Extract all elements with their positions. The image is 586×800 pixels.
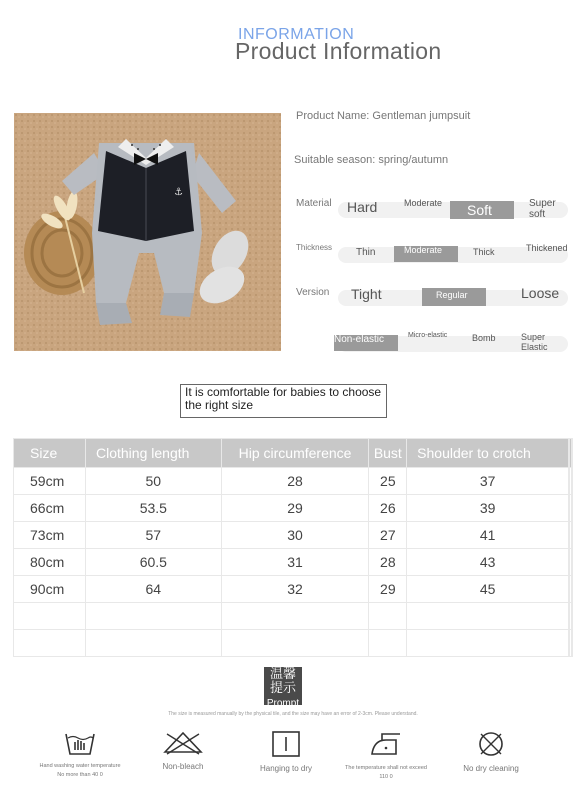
- table-row-empty: [14, 603, 573, 630]
- cell: 32: [221, 576, 369, 603]
- care-hand-wash: [37, 730, 123, 780]
- cell: 53.5: [86, 495, 222, 522]
- elasticity-option-micro-elastic: Micro-elastic: [408, 332, 448, 339]
- no-bleach-icon: [161, 730, 205, 756]
- thickness-option-thick: Thick: [473, 247, 495, 257]
- product-photo: [14, 113, 281, 351]
- suitable-season: Suitable season: spring/autumn: [294, 154, 449, 166]
- material-label: Material: [296, 198, 332, 209]
- cell: 30: [221, 522, 369, 549]
- header-clothing-length: Clothing length: [86, 439, 222, 468]
- header-bust: Bust: [369, 439, 407, 468]
- care-non-bleach: [140, 730, 226, 771]
- cell: 28: [221, 468, 369, 495]
- material-option-moderate: Moderate: [404, 198, 443, 208]
- cell: 41: [407, 522, 569, 549]
- elasticity-option-bomb: Bomb: [472, 333, 496, 343]
- care-label: The temperature shall not exceed 110 0: [345, 765, 427, 780]
- cell: 43: [407, 549, 569, 576]
- thickness-option-thin: Thin: [356, 247, 376, 258]
- cell-size: 80cm: [14, 549, 86, 576]
- cell: 50: [86, 468, 222, 495]
- care-label: Non-bleach: [162, 762, 204, 771]
- cell: 26: [369, 495, 407, 522]
- care-label: No dry cleaning: [463, 764, 519, 773]
- thickness-option-moderate: Moderate: [404, 245, 443, 255]
- size-table: [13, 438, 573, 657]
- care-label: Hand washing water temperature No more than 40 0: [39, 763, 121, 778]
- cell: 60.5: [86, 549, 222, 576]
- prompt-cn: 温馨 提示: [269, 666, 296, 695]
- size-table-header: [14, 439, 573, 468]
- material-option-soft: Soft: [467, 202, 492, 218]
- cell-size: 73cm: [14, 522, 86, 549]
- iron-icon: [368, 730, 404, 758]
- header-shoulder-to-crotch: Shoulder to crotch: [407, 439, 569, 468]
- care-label: Hanging to dry: [259, 764, 313, 773]
- elasticity-option-super-elastic: Super Elastic: [521, 332, 548, 352]
- care-hang-dry: [243, 730, 329, 773]
- table-row-empty: [14, 630, 573, 657]
- table-row: [14, 522, 573, 549]
- table-row: [14, 495, 573, 522]
- header-hip-circumference: Hip circumference: [221, 439, 369, 468]
- cell: 29: [221, 495, 369, 522]
- material-option-super-soft: Super soft: [529, 198, 556, 220]
- version-label: Version: [296, 287, 330, 298]
- hand-wash-icon: [63, 730, 97, 756]
- prompt-en: Prompt: [266, 698, 300, 709]
- version-option-regular: Regular: [436, 290, 468, 300]
- size-advice-note: It is comfortable for babies to choose the right size: [180, 384, 387, 418]
- cell: 37: [407, 468, 569, 495]
- version-option-tight: Tight: [351, 286, 382, 302]
- cell: 31: [221, 549, 369, 576]
- measurement-note: The size is measured manually by the physical tile, and the size may have an error of 2-3cm. Please understand.: [168, 711, 418, 717]
- thickness-label: Thickness: [296, 243, 333, 252]
- table-row: [14, 549, 573, 576]
- prompt-badge: [264, 666, 302, 709]
- cell: 64: [86, 576, 222, 603]
- version-option-loose: Loose: [521, 285, 560, 301]
- svg-text:⚓: ⚓: [174, 187, 183, 198]
- care-no-dry-clean: [448, 730, 534, 773]
- cell-size: 90cm: [14, 576, 86, 603]
- cell: 25: [369, 468, 407, 495]
- table-row: [14, 468, 573, 495]
- elasticity-option-non-elastic: Non-elastic: [334, 334, 385, 345]
- product-name: Product Name: Gentleman jumpsuit: [296, 110, 471, 122]
- cell: 45: [407, 576, 569, 603]
- cell-size: 66cm: [14, 495, 86, 522]
- no-dry-clean-icon: [476, 730, 506, 758]
- page-title: Product Information: [235, 38, 442, 64]
- cell: 29: [369, 576, 407, 603]
- cell: 57: [86, 522, 222, 549]
- care-iron: [343, 730, 429, 782]
- cell: 27: [369, 522, 407, 549]
- material-option-hard: Hard: [347, 199, 378, 215]
- hang-dry-icon: [271, 730, 301, 758]
- header-size: Size: [14, 439, 86, 468]
- cell: 28: [369, 549, 407, 576]
- thickness-option-thickened: Thickened: [526, 243, 568, 253]
- table-row: [14, 576, 573, 603]
- cell-size: 59cm: [14, 468, 86, 495]
- cell: 39: [407, 495, 569, 522]
- header-en-label: INFORMATION: [238, 26, 355, 43]
